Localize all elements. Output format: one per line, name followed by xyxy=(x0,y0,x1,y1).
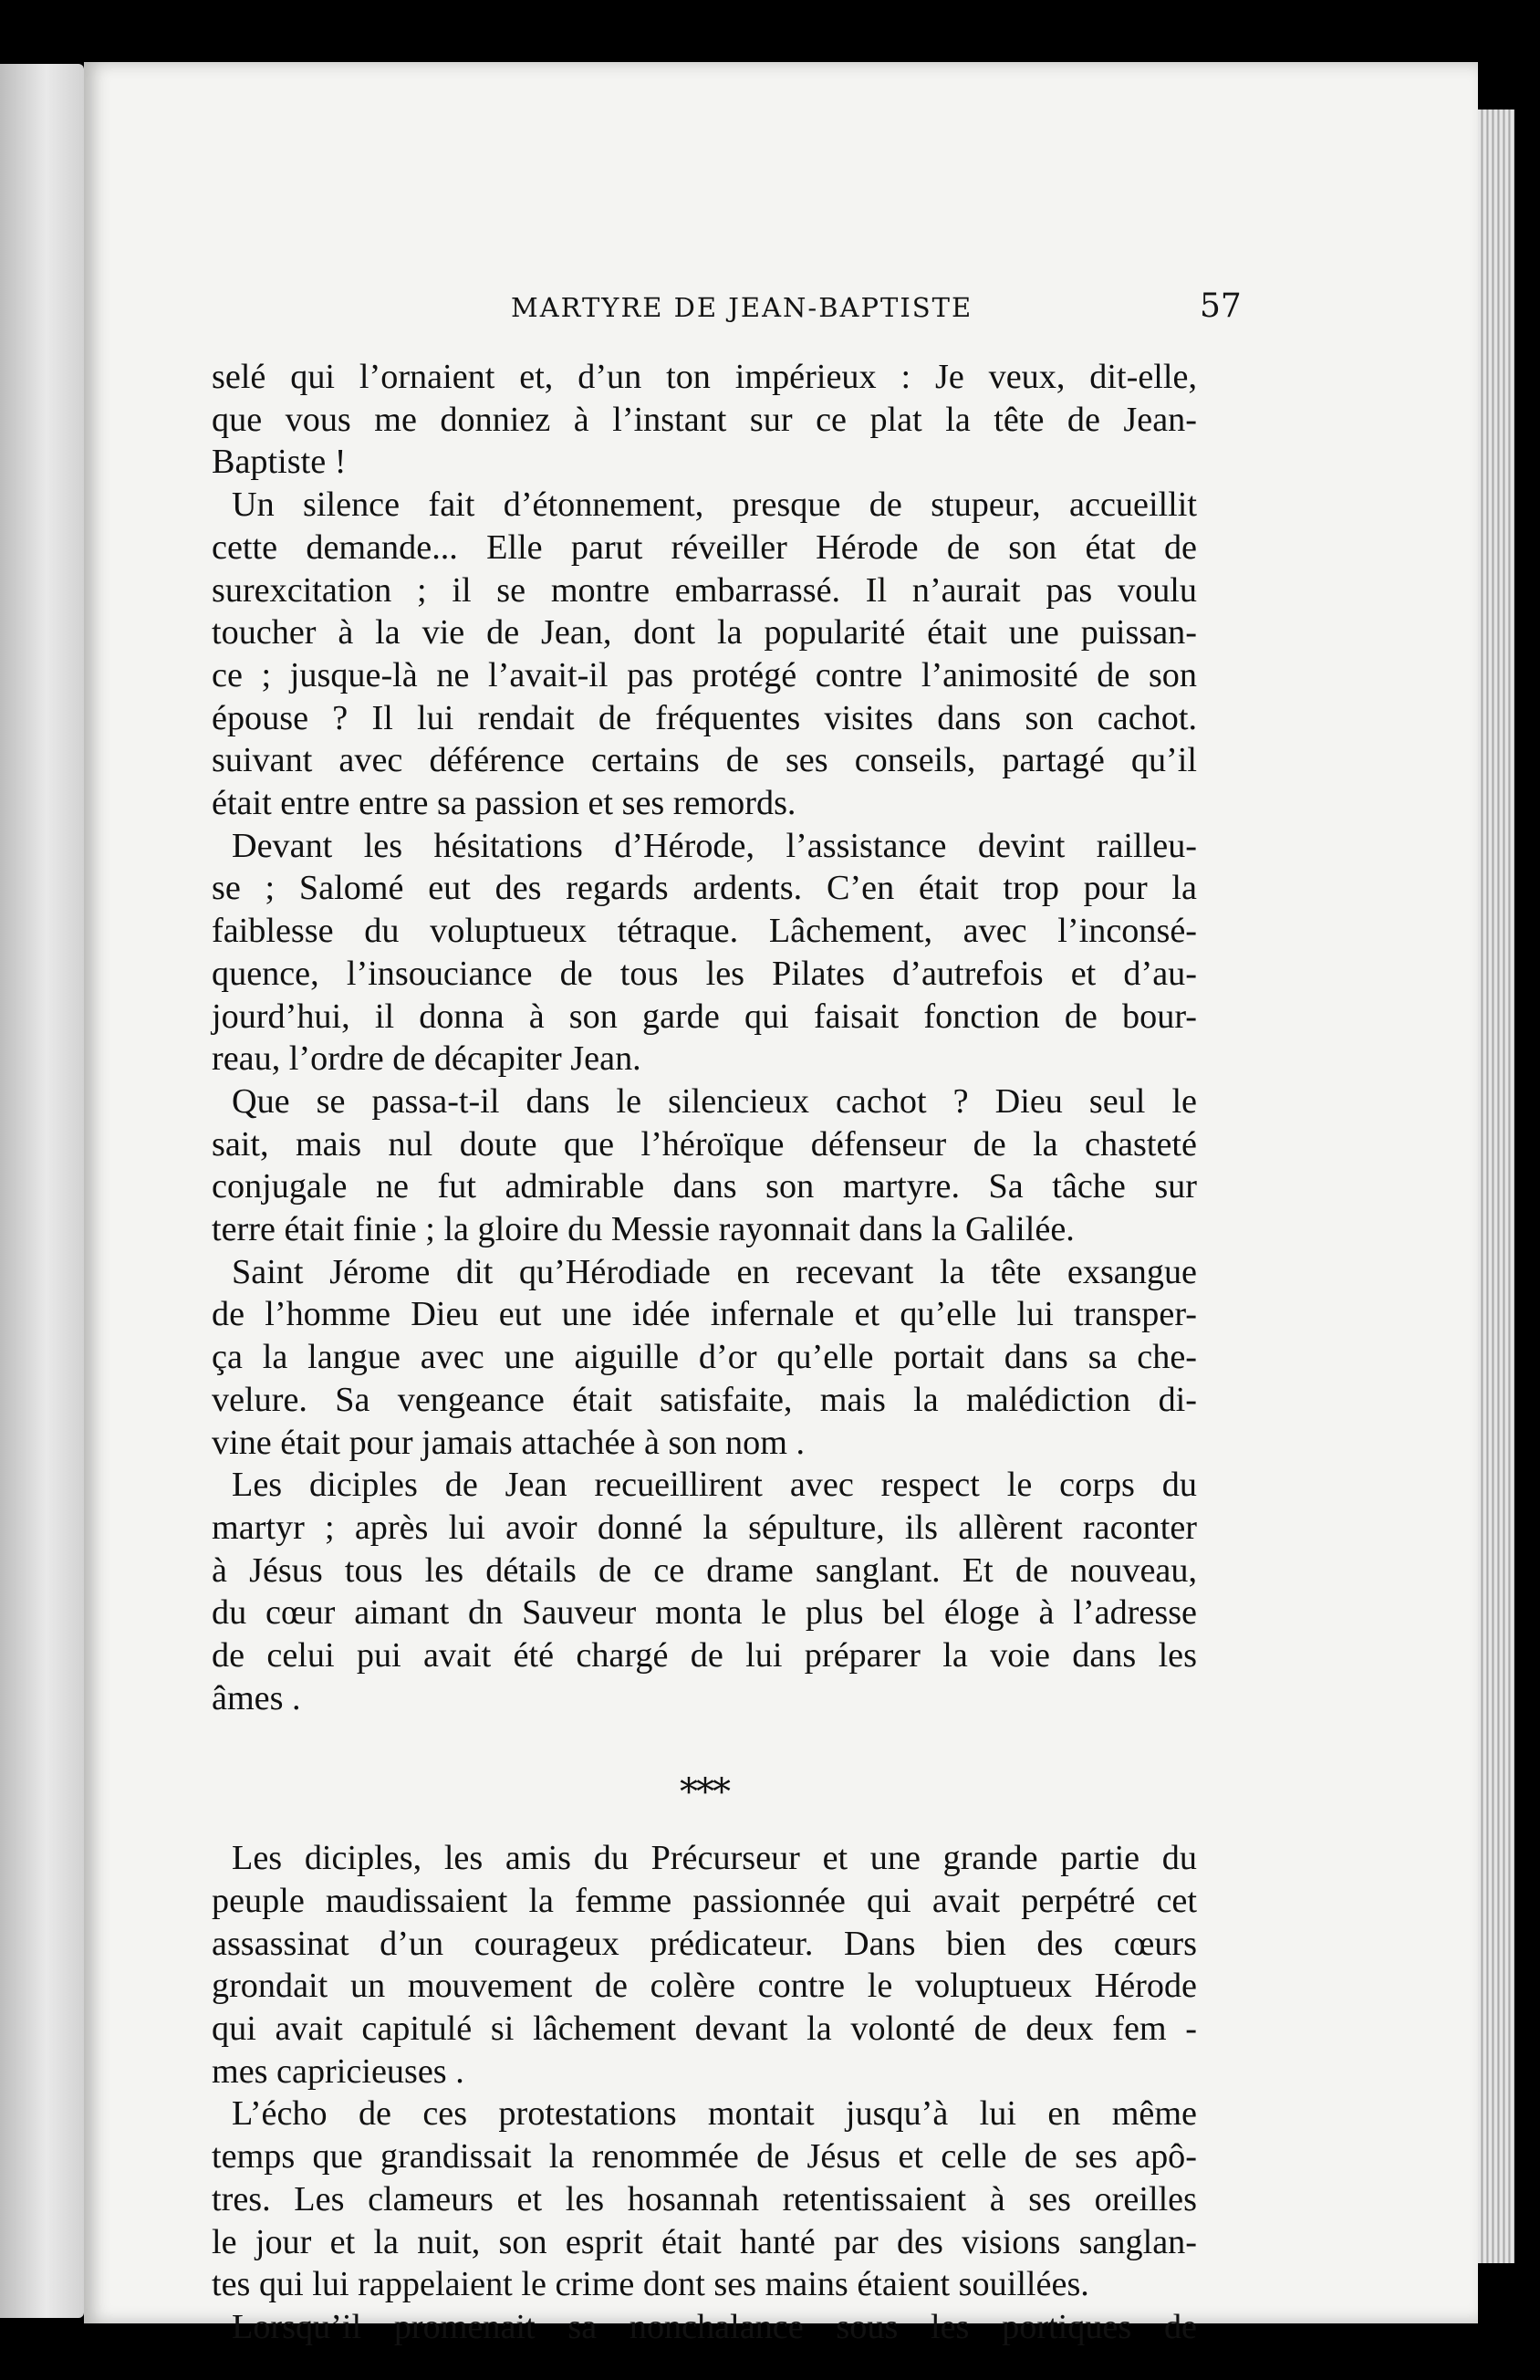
text-line: ce ; jusque-là ne l’avait-il pas protégé contre l’animosité de son xyxy=(212,655,1197,694)
text-line: suivant avec déférence certains de ses conseils, partagé qu’il xyxy=(212,741,1197,780)
text-line: Devant les hésitations d’Hérode, l’assistance devint railleu- xyxy=(232,826,1197,865)
text-line: quence, l’insouciance de tous les Pilates d’autrefois et d’au- xyxy=(212,954,1197,993)
text-line: Baptiste ! xyxy=(212,443,347,482)
text-line: ça la langue avec une aiguille d’or qu’elle portait dans sa che- xyxy=(212,1338,1197,1377)
text-line: vine était pour jamais attachée à son nom . xyxy=(212,1423,806,1462)
text-line: Un silence fait d’étonnement, presque de stupeur, accueillit xyxy=(232,485,1197,525)
text-line: était entre entre sa passion et ses remords. xyxy=(212,784,796,823)
text-line: qui avait capitulé si lâchement devant la volonté de deux fem - xyxy=(212,2009,1197,2049)
text-line: Que se passa-t-il dans le silencieux cachot ? Dieu seul le xyxy=(232,1081,1197,1121)
text-line: tes qui lui rappelaient le crime dont ses mains étaient souillées. xyxy=(212,2265,1089,2304)
text-line: martyr ; après lui avoir donné la sépulture, ils allèrent raconter xyxy=(212,1508,1197,1547)
text-line: à Jésus tous les détails de ce drame sanglant. Et de nouveau, xyxy=(212,1550,1197,1590)
text-section-before-break xyxy=(212,356,1197,1720)
text-line: L’écho de ces protestations montait jusqu’à lui en même xyxy=(232,2094,1197,2134)
text-line: assassinat d’un courageux prédicateur. Dans bien des cœurs xyxy=(212,1924,1197,1963)
text-line: peuple maudissaient la femme passionnée qui avait perpétré cet xyxy=(212,1881,1197,1920)
text-line: cette demande... Elle parut réveiller Hérode de son état de xyxy=(212,527,1197,567)
text-line: épouse ? Il lui rendait de fréquentes visites dans son cachot. xyxy=(212,698,1197,737)
text-line: Saint Jérome dit qu’Hérodiade en recevant la tête exsangue xyxy=(232,1252,1197,1291)
text-line: Lorsqu’il promenait sa nonchalance sous les portiques de xyxy=(232,2307,1197,2346)
text-line: surexcitation ; il se montre embarrassé. Il n’aurait pas voulu xyxy=(212,570,1197,610)
text-line: conjugale ne fut admirable dans son martyre. Sa tâche sur xyxy=(212,1167,1197,1206)
text-section-after-break xyxy=(212,1837,1197,2348)
text-line: velure. Sa vengeance était satisfaite, mais la malédiction di- xyxy=(212,1380,1197,1419)
text-line: grondait un mouvement de colère contre le voluptueux Hérode xyxy=(212,1967,1197,2006)
text-line: le jour et la nuit, son esprit était hanté par des visions sanglan- xyxy=(212,2222,1197,2261)
text-line: tres. Les clameurs et les hosannah retentissaient à ses oreilles xyxy=(212,2179,1197,2218)
text-line: Les diciples, les amis du Précurseur et une grande partie du xyxy=(232,1839,1197,1878)
running-title: MARTYRE DE JEAN-BAPTISTE xyxy=(511,292,973,323)
text-line: mes capricieuses . xyxy=(212,2051,464,2091)
text-line: se ; Salomé eut des regards ardents. C’en était trop pour la xyxy=(212,869,1197,908)
text-line: de l’homme Dieu eut une idée infernale et qu’elle lui transper- xyxy=(212,1295,1197,1334)
text-line: reau, l’ordre de décapiter Jean. xyxy=(212,1039,641,1079)
section-break-asterism: *** xyxy=(680,1770,729,1813)
page-number: 57 xyxy=(1200,287,1242,325)
text-line: sait, mais nul doute que l’héroïque défenseur de la chasteté xyxy=(212,1124,1197,1164)
text-line: faiblesse du voluptueux tétraque. Lâchement, avec l’inconsé- xyxy=(212,912,1197,951)
text-line: toucher à la vie de Jean, dont la popularité était une puissan- xyxy=(212,613,1197,652)
text-line: que vous me donniez à l’instant sur ce plat la tête de Jean- xyxy=(212,400,1197,439)
text-line: de celui pui avait été chargé de lui préparer la voie dans les xyxy=(212,1636,1197,1675)
body-text xyxy=(212,356,1197,2349)
text-line: âmes . xyxy=(212,1678,301,1717)
facing-page-edge xyxy=(0,64,84,2318)
page-stack-edge xyxy=(1478,110,1514,2263)
text-line: Les diciples de Jean recueillirent avec respect le corps du xyxy=(232,1466,1197,1505)
text-line: selé qui l’ornaient et, d’un ton impérieux : Je veux, dit-elle, xyxy=(212,358,1197,396)
text-line: jourd’hui, il donna à son garde qui faisait fonction de bour- xyxy=(212,997,1197,1036)
text-line: temps que grandissait la renommée de Jésus et celle de ses apô- xyxy=(212,2137,1197,2176)
text-line: du cœur aimant dn Sauveur monta le plus bel éloge à l’adresse xyxy=(212,1593,1197,1633)
text-line: terre était finie ; la gloire du Messie rayonnait dans la Galilée. xyxy=(212,1210,1075,1249)
